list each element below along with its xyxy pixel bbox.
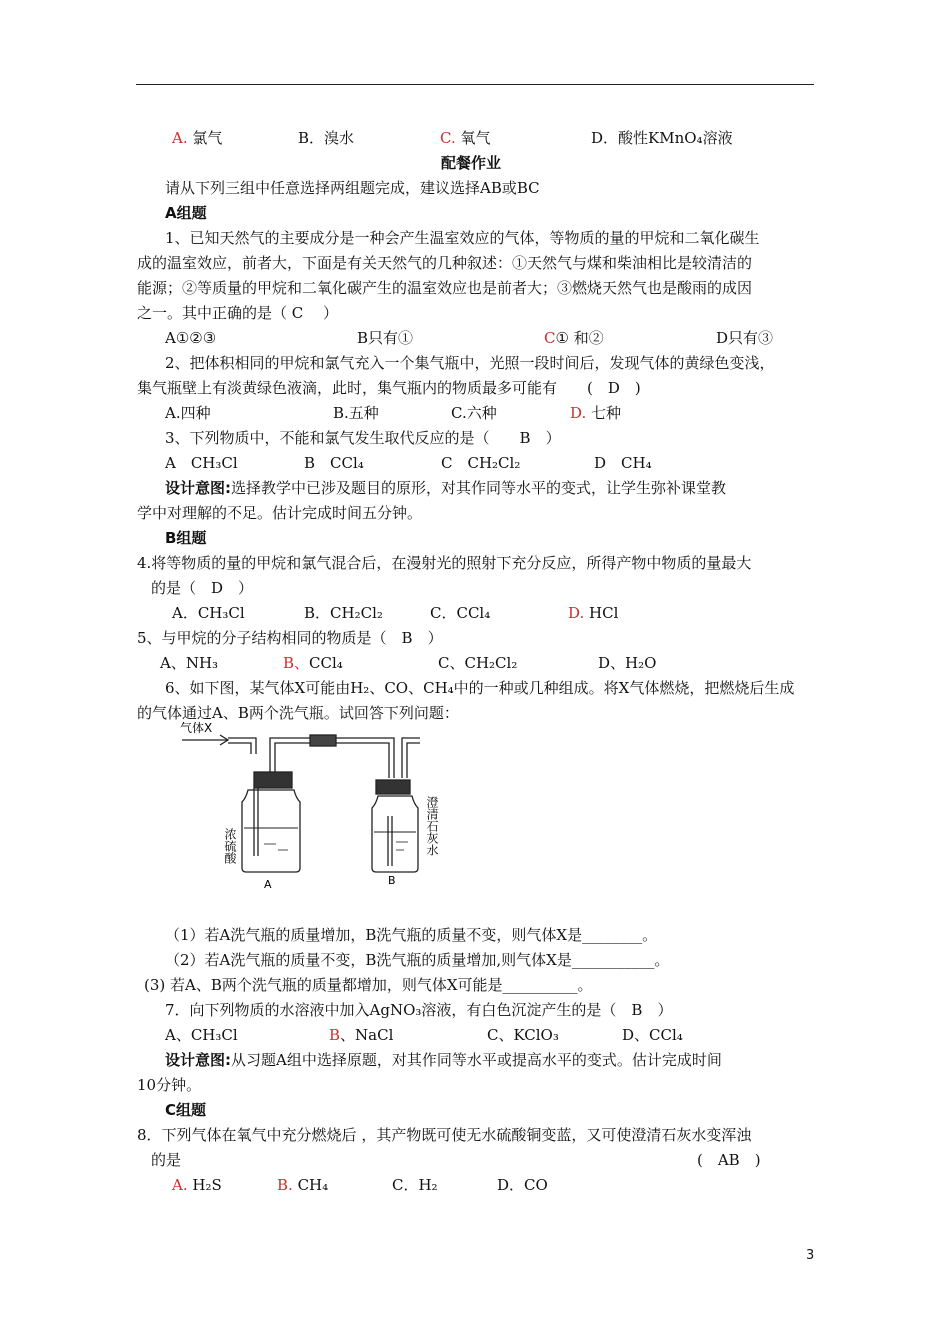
q2-line1: 2、把体积相同的甲烷和氯气充入一个集气瓶中，光照一段时间后，发现气体的黄绿色变浅， — [165, 354, 775, 372]
group-c-heading: C组题 — [165, 1101, 207, 1119]
q3-line1: 3、下列物质中，不能和氯气发生取代反应的是（ B ） — [165, 429, 561, 447]
conc-sulfuric-acid-label: 浓硫酸 — [223, 828, 237, 864]
q8-option-b: B. CH₄ — [277, 1176, 329, 1194]
q6-sub1: （1）若A洗气瓶的质量增加，B洗气瓶的质量不变，则气体X是________。 — [165, 926, 658, 944]
stopper-a — [254, 772, 292, 788]
q5-option-a: A、NH₃ — [160, 654, 219, 672]
q1-line1: 1、已知天然气的主要成分是一种会产生温室效应的气体，等物质的量的甲烷和二氧化碳生 — [165, 229, 760, 247]
q6-line2: 的气体通过A、B两个洗气瓶。试回答下列问题： — [137, 704, 459, 722]
q2-option-a: A.四种 — [165, 404, 211, 422]
q4-option-c: C．CCl₄ — [430, 604, 491, 622]
q4-option-a: A．CH₃Cl — [172, 604, 245, 622]
q7-option-a: A、CH₃Cl — [165, 1026, 238, 1044]
prev-option-b: B．溴水 — [298, 129, 355, 147]
bottle-a — [242, 790, 300, 872]
q2-option-b: B.五种 — [333, 404, 379, 422]
bottle-b — [372, 796, 418, 872]
bottle-b-label: B — [388, 874, 396, 887]
page-number: 3 — [806, 1248, 815, 1263]
q6-line1: 6、如下图，某气体X可能由H₂、CO、CH₄中的一种或几种组成。将X气体燃烧，把燃烧后生成 — [165, 679, 795, 697]
q3-option-a: A CH₃Cl — [165, 454, 238, 472]
q7-line1: 7．向下列物质的水溶液中加入AgNO₃溶液，有白色沉淀产生的是（ B ） — [165, 1001, 673, 1019]
q6-sub2: （2）若A洗气瓶的质量不变，B洗气瓶的质量增加,则气体X是___________。 — [165, 951, 670, 969]
group-b-heading: B组题 — [165, 529, 207, 547]
q4-option-b: B．CH₂Cl₂ — [304, 604, 383, 622]
group-a-heading: A组题 — [165, 204, 207, 222]
q3-option-b: B CCl₄ — [304, 454, 364, 472]
q1-option-b: B只有① — [357, 329, 414, 347]
bottle-a-label: A — [264, 878, 272, 891]
q2-option-d: D. 七种 — [570, 404, 622, 422]
design-intent-a: 设计意图:选择教学中已涉及题目的原形，对其作同等水平的变式，让学生弥补课堂教 — [165, 479, 727, 497]
prev-option-d: D．酸性KMnO₄溶液 — [591, 129, 733, 147]
header-rule — [136, 84, 814, 85]
tube-connector — [310, 735, 336, 746]
q8-option-c: C．H₂ — [392, 1176, 438, 1194]
gas-washing-apparatus-diagram — [170, 716, 470, 896]
q4-line2: 的是（ D ） — [151, 579, 254, 597]
stopper-b — [376, 780, 410, 794]
q1-line3: 能源；②等质量的甲烷和二氧化碳产生的温室效应也是前者大；③燃烧天然气也是酸雨的成因 — [137, 279, 753, 297]
q8-option-d: D．CO — [497, 1176, 548, 1194]
q1-option-d: D只有③ — [716, 329, 774, 347]
design-intent-a-line2: 学中对理解的不足。估计完成时间五分钟。 — [137, 504, 423, 522]
design-intent-b: 设计意图:从习题A组中选择原题，对其作同等水平或提高水平的变式。估计完成时间 — [165, 1051, 722, 1069]
q7-option-b: B、NaCl — [329, 1026, 394, 1044]
limewater-label: 澄清石灰水 — [425, 796, 439, 856]
q2-option-c: C.六种 — [451, 404, 497, 422]
section-title: 配餐作业 — [441, 154, 502, 172]
q3-option-d: D CH₄ — [594, 454, 652, 472]
q2-line2: 集气瓶壁上有淡黄绿色液滴，此时，集气瓶内的物质最多可能有 ( D ) — [137, 379, 641, 397]
gas-x-label: 气体X — [180, 721, 213, 735]
design-intent-b-line2: 10分钟。 — [137, 1076, 202, 1094]
q6-sub3: (3) 若A、B两个洗气瓶的质量都增加，则气体X可能是__________。 — [144, 976, 593, 994]
q1-option-a: A①②③ — [165, 329, 217, 347]
q1-line4: 之一。其中正确的是（ C ） — [137, 304, 339, 322]
q4-line1: 4.将等物质的量的甲烷和氯气混合后，在漫射光的照射下充分反应，所得产物中物质的量最大 — [137, 554, 752, 572]
prev-option-a: A. 氯气 — [172, 129, 223, 147]
q3-option-c: C CH₂Cl₂ — [441, 454, 521, 472]
q5-option-d: D、H₂O — [598, 654, 657, 672]
q5-line1: 5、与甲烷的分子结构相同的物质是（ B ） — [137, 629, 443, 647]
q8-answer: ( AB ) — [697, 1151, 761, 1169]
q1-option-c: C① 和② — [544, 329, 604, 347]
q1-line2: 成的温室效应，前者大，下面是有关天然气的几种叙述：①天然气与煤和柴油相比是较清洁的 — [137, 254, 753, 272]
q4-option-d: D. HCl — [568, 604, 619, 622]
q8-option-a: A. H₂S — [172, 1176, 222, 1194]
q5-option-b: B、CCl₄ — [283, 654, 343, 672]
q8-line2: 的是 — [151, 1151, 182, 1169]
intro-text: 请从下列三组中任意选择两组题完成，建议选择AB或BC — [165, 179, 540, 197]
q7-option-d: D、CCl₄ — [622, 1026, 683, 1044]
q5-option-c: C、CH₂Cl₂ — [438, 654, 518, 672]
q8-line1: 8．下列气体在氧气中充分燃烧后 ，其产物既可使无水硫酸铜变蓝，又可使澄清石灰水变浑浊 — [137, 1126, 752, 1144]
q7-option-c: C、KClO₃ — [487, 1026, 559, 1044]
prev-option-c: C. 氧气 — [440, 129, 491, 147]
